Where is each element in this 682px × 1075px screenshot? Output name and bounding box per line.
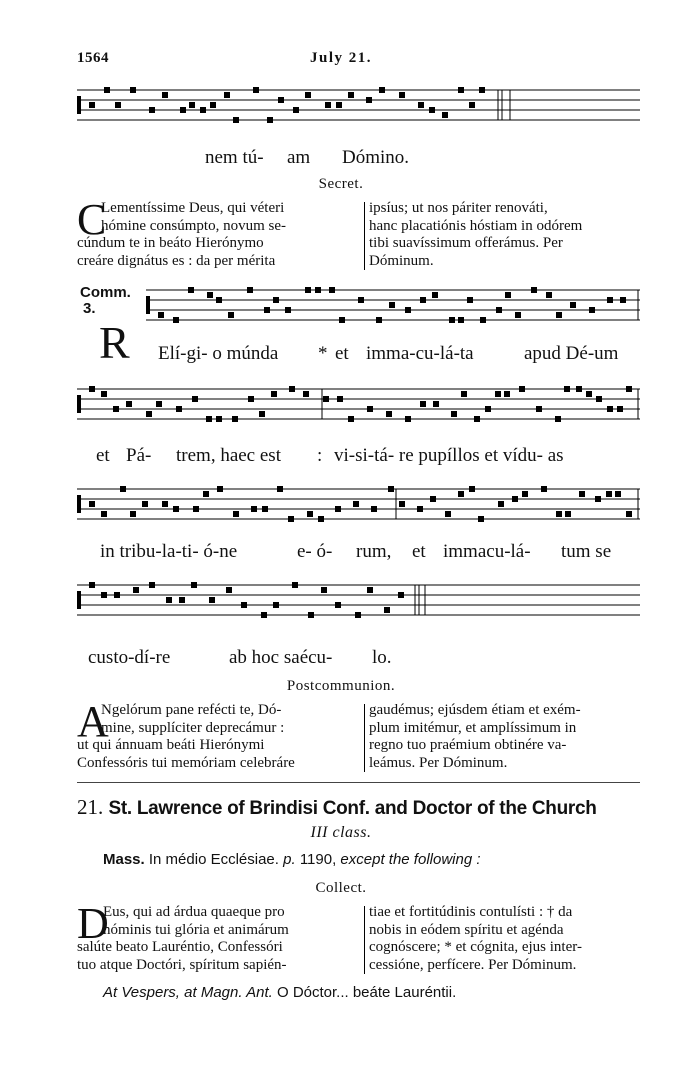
neume-note <box>337 396 343 402</box>
neume-note <box>130 511 136 517</box>
neume-note <box>115 102 121 108</box>
neume-note <box>420 401 426 407</box>
neume-note <box>522 491 528 497</box>
section-rule <box>77 782 640 783</box>
neume-note <box>156 401 162 407</box>
neume-note <box>305 92 311 98</box>
neume-note <box>442 112 448 118</box>
postcommunion-right-line: regno tuo praémium obtinére va- <box>369 737 567 753</box>
postcommunion-dropcap: A <box>77 697 109 746</box>
neume-note <box>474 416 480 422</box>
collect-left-line: tuo atque Doctóri, spíritum sapién- <box>77 956 287 973</box>
neume-note <box>262 506 268 512</box>
column-divider <box>364 704 365 772</box>
neume-note <box>217 486 223 492</box>
neume-note <box>480 317 486 323</box>
neume-note <box>458 491 464 497</box>
secret-left-line: hómine consúmpto, novum se- <box>101 217 286 234</box>
neume-note <box>307 511 313 517</box>
neume-note <box>353 501 359 507</box>
neume-note <box>451 411 457 417</box>
secret-dropcap: C <box>77 195 107 244</box>
column-divider <box>364 906 365 974</box>
neume-note <box>89 501 95 507</box>
mass-except: except the following : <box>340 851 481 868</box>
comm-l3-s6: tum se <box>561 541 612 562</box>
neume-note <box>285 307 291 313</box>
neume-note <box>478 516 484 522</box>
neume-note <box>277 486 283 492</box>
secret-right-line: Dóminum. <box>369 252 434 269</box>
neume-note <box>586 391 592 397</box>
neume-note <box>429 107 435 113</box>
neume-note <box>273 297 279 303</box>
neume-note <box>496 307 502 313</box>
neume-note <box>565 511 571 517</box>
neume-note <box>293 107 299 113</box>
neume-note <box>292 582 298 588</box>
neume-note <box>336 102 342 108</box>
neume-note <box>206 416 212 422</box>
neume-note <box>120 486 126 492</box>
collect-title: Collect. <box>315 880 367 896</box>
collect-left-line: Eus, qui ad árdua quaeque pro <box>103 904 285 920</box>
neume-note <box>355 612 361 618</box>
neume-note <box>241 602 247 608</box>
feast-title: St. Lawrence of Brindisi Conf. and Doctor of the Church <box>108 798 597 819</box>
neume-note <box>114 592 120 598</box>
neume-note <box>89 102 95 108</box>
secret-right-line: hanc placatiónis hóstiam in odórem <box>369 217 583 234</box>
comm-l3-s1: in tribu-la-ti- ó-ne <box>100 541 238 562</box>
neume-note <box>273 602 279 608</box>
feast-heading <box>77 795 597 820</box>
neume-note <box>461 391 467 397</box>
neume-note <box>207 292 213 298</box>
neume-note <box>388 486 394 492</box>
neume-note <box>556 511 562 517</box>
neume-note <box>233 511 239 517</box>
neume-note <box>376 317 382 323</box>
column-divider <box>364 202 365 270</box>
collect-left-line: salúte beato Lauréntio, Confessóri <box>77 939 283 955</box>
neume-note <box>449 317 455 323</box>
neume-note <box>515 312 521 318</box>
neume-note <box>546 292 552 298</box>
neume-note <box>467 297 473 303</box>
postcommunion-right-line: plum imitémur, et amplíssimum in <box>369 719 577 736</box>
neume-note <box>469 102 475 108</box>
postcommunion-left-line: Ngelórum pane refécti te, Dó- <box>101 702 282 718</box>
comm-l3-s4: et <box>412 541 426 562</box>
neume-note <box>386 411 392 417</box>
neume-note <box>536 406 542 412</box>
neume-note <box>556 312 562 318</box>
neume-note <box>564 386 570 392</box>
neume-note <box>405 416 411 422</box>
neume-note <box>210 102 216 108</box>
feast-number: 21. <box>77 795 104 819</box>
collect-right-line: cessióne, perfícere. Per Dóminum. <box>369 956 577 973</box>
chant1-syllable-1: nem tú- <box>205 147 264 168</box>
neume-note <box>89 582 95 588</box>
neume-note <box>596 396 602 402</box>
neume-note <box>261 612 267 618</box>
postcommunion-left-column <box>77 697 357 772</box>
neume-note <box>432 292 438 298</box>
mass-page: 1190, <box>299 851 337 868</box>
postcommunion-title: Postcommunion. <box>286 678 396 694</box>
neume-note <box>420 297 426 303</box>
comm-l1-s3: et <box>335 343 349 364</box>
chant-staff-5 <box>0 580 682 640</box>
postcommunion-left-line: Confessóris tui memóriam celebráre <box>77 754 295 771</box>
secret-left-line: cúndum te in beáto Hierónymo <box>77 235 264 251</box>
comm-l3-s5: immacu-lá- <box>443 541 531 562</box>
neume-note <box>339 317 345 323</box>
neume-note <box>133 587 139 593</box>
postcommunion-left-line: mine, supplíciter deprecámur : <box>101 719 285 736</box>
collect-left-line: nóminis tui glória et animárum <box>103 921 289 938</box>
neume-note <box>305 287 311 293</box>
neume-note <box>498 501 504 507</box>
collect-left-column <box>77 899 357 974</box>
mass-page-label: p. <box>283 851 296 868</box>
neume-note <box>541 486 547 492</box>
neume-note <box>158 312 164 318</box>
neume-note <box>101 511 107 517</box>
neume-note <box>430 496 436 502</box>
neume-note <box>335 602 341 608</box>
neume-note <box>126 401 132 407</box>
neume-note <box>589 307 595 313</box>
neume-note <box>89 386 95 392</box>
neume-note <box>101 592 107 598</box>
neume-note <box>379 87 385 93</box>
clef-mark <box>77 395 81 413</box>
collect-right-column <box>369 904 643 974</box>
neume-note <box>617 406 623 412</box>
communion-label: Comm. 3. <box>80 284 131 317</box>
neume-note <box>189 102 195 108</box>
neume-note <box>233 117 239 123</box>
neume-note <box>228 312 234 318</box>
comm-l3-s2: e- ó- <box>297 541 333 562</box>
clef-mark <box>77 96 81 114</box>
chant1-syllable-2: am <box>287 147 311 168</box>
neume-note <box>389 302 395 308</box>
secret-right-line: tibi suavíssimum offerámus. Per <box>369 235 563 251</box>
secret-left-column <box>77 195 357 270</box>
neume-note <box>166 597 172 603</box>
neume-note <box>321 587 327 593</box>
neume-note <box>504 391 510 397</box>
chant-staff-1 <box>0 80 682 140</box>
neume-note <box>113 406 119 412</box>
neume-note <box>579 491 585 497</box>
chant-staff-4 <box>0 484 682 534</box>
collect-dropcap: D <box>77 899 109 948</box>
neume-note <box>191 582 197 588</box>
vespers-lead: At Vespers, at Magn. Ant. <box>103 984 273 1001</box>
neume-note <box>101 391 107 397</box>
neume-note <box>367 587 373 593</box>
neume-note <box>384 607 390 613</box>
comm-l4-s2: ab hoc saécu- <box>229 647 333 668</box>
clef-mark <box>146 296 150 314</box>
secret-text <box>77 195 643 272</box>
neume-note <box>531 287 537 293</box>
postcommunion-right-line: gaudémus; ejúsdem étiam et exém- <box>369 702 581 718</box>
neume-note <box>247 287 253 293</box>
neume-note <box>203 491 209 497</box>
neume-note <box>173 506 179 512</box>
comm-l2-s3: trem, haec est <box>176 445 281 466</box>
neume-note <box>399 501 405 507</box>
comm-l2-s2: Pá- <box>126 445 152 466</box>
neume-note <box>251 506 257 512</box>
neume-note <box>278 97 284 103</box>
secret-right-column <box>369 200 643 270</box>
neume-note <box>615 491 621 497</box>
neume-note <box>200 107 206 113</box>
neume-note <box>398 592 404 598</box>
neume-note <box>192 396 198 402</box>
neume-note <box>607 406 613 412</box>
vespers-antiphon: O Dóctor... beáte Lauréntii. <box>276 984 457 1001</box>
neume-note <box>366 97 372 103</box>
neume-note <box>399 92 405 98</box>
neume-note <box>149 582 155 588</box>
neume-note <box>308 612 314 618</box>
neume-note <box>469 486 475 492</box>
comm-l1-s1: Elí-gi- o múnda <box>158 343 279 364</box>
neume-note <box>607 297 613 303</box>
neume-note <box>248 396 254 402</box>
neume-note <box>405 307 411 313</box>
neume-note <box>485 406 491 412</box>
neume-note <box>495 391 501 397</box>
neume-note <box>505 292 511 298</box>
neume-note <box>445 511 451 517</box>
mass-label: Mass. <box>103 851 145 868</box>
comm-l4-s3: lo. <box>372 647 392 668</box>
neume-note <box>303 391 309 397</box>
neume-note <box>176 406 182 412</box>
neume-note <box>288 516 294 522</box>
neume-note <box>253 87 259 93</box>
neume-note <box>367 406 373 412</box>
neume-note <box>289 386 295 392</box>
neume-note <box>348 92 354 98</box>
comm-l1-s5: apud Dé-um <box>524 343 619 364</box>
neume-note <box>130 87 136 93</box>
neume-note <box>323 396 329 402</box>
neume-note <box>595 496 601 502</box>
comm-l2-s4: : <box>317 445 323 466</box>
chant1-syllable-3: Dómino. <box>342 147 410 168</box>
neume-note <box>271 391 277 397</box>
neume-note <box>512 496 518 502</box>
neume-note <box>162 92 168 98</box>
clef-mark <box>77 591 81 609</box>
collect-right-line: cognóscere; * et cógnita, ejus inter- <box>369 939 582 955</box>
collect-right-line: nobis in eódem spíritu et agénda <box>369 921 564 938</box>
comm-l2-s5: vi-si-tá- re pupíllos et vídu- as <box>334 445 564 466</box>
neume-note <box>216 416 222 422</box>
neume-note <box>519 386 525 392</box>
neume-note <box>142 501 148 507</box>
comm-l1-s2: * <box>318 343 328 364</box>
secret-right-line: ipsíus; ut nos páriter renováti, <box>369 200 548 216</box>
neume-note <box>433 401 439 407</box>
neume-note <box>348 416 354 422</box>
neume-note <box>335 506 341 512</box>
neume-note <box>576 386 582 392</box>
neume-note <box>417 506 423 512</box>
comm-l3-s3: rum, <box>356 541 392 562</box>
collect-right-line: tiae et fortitúdinis contulísti : † da <box>369 904 573 920</box>
comm-l2-s1: et <box>96 445 110 466</box>
mass-introit: In médio Ecclésiae. <box>148 851 279 868</box>
chant-staff-3 <box>0 384 682 434</box>
postcommunion-right-line: leámus. Per Dóminum. <box>369 754 508 771</box>
neume-note <box>149 107 155 113</box>
postcommunion-right-column <box>369 702 643 772</box>
neume-note <box>371 506 377 512</box>
neume-note <box>216 297 222 303</box>
neume-note <box>267 117 273 123</box>
neume-note <box>179 597 185 603</box>
neume-note <box>209 597 215 603</box>
neume-note <box>570 302 576 308</box>
postcommunion-text <box>77 697 643 774</box>
neume-note <box>325 102 331 108</box>
neume-note <box>259 411 265 417</box>
collect-text <box>77 899 643 976</box>
neume-note <box>226 587 232 593</box>
communion-initial: R <box>99 317 130 368</box>
neume-note <box>626 511 632 517</box>
neume-note <box>318 516 324 522</box>
secret-left-line: creáre dignátus es : da per mérita <box>77 252 276 269</box>
clef-mark <box>77 495 81 513</box>
neume-note <box>146 411 152 417</box>
neume-note <box>358 297 364 303</box>
postcommunion-left-line: ut qui ánnuam beáti Hierónymi <box>77 737 265 753</box>
neume-note <box>626 386 632 392</box>
neume-note <box>315 287 321 293</box>
feast-class: III class. <box>310 824 372 841</box>
secret-title: Secret. <box>318 176 364 192</box>
neume-note <box>555 416 561 422</box>
neume-note <box>606 491 612 497</box>
neume-note <box>193 506 199 512</box>
neume-note <box>620 297 626 303</box>
neume-note <box>104 87 110 93</box>
neume-note <box>329 287 335 293</box>
neume-note <box>180 107 186 113</box>
vespers-line <box>103 984 456 1001</box>
neume-note <box>458 87 464 93</box>
neume-note <box>173 317 179 323</box>
secret-left-line: Lementíssime Deus, qui véteri <box>101 200 285 216</box>
comm-l4-s1: custo-dí-re <box>88 647 171 668</box>
neume-note <box>479 87 485 93</box>
running-title: July 21. <box>309 50 372 66</box>
comm-l1-s4: imma-cu-lá-ta <box>366 343 474 364</box>
mass-line <box>103 851 481 868</box>
neume-note <box>458 317 464 323</box>
neume-note <box>162 501 168 507</box>
page-number: 1564 <box>77 50 109 66</box>
neume-note <box>188 287 194 293</box>
neume-note <box>264 307 270 313</box>
neume-note <box>232 416 238 422</box>
neume-note <box>224 92 230 98</box>
neume-note <box>418 102 424 108</box>
